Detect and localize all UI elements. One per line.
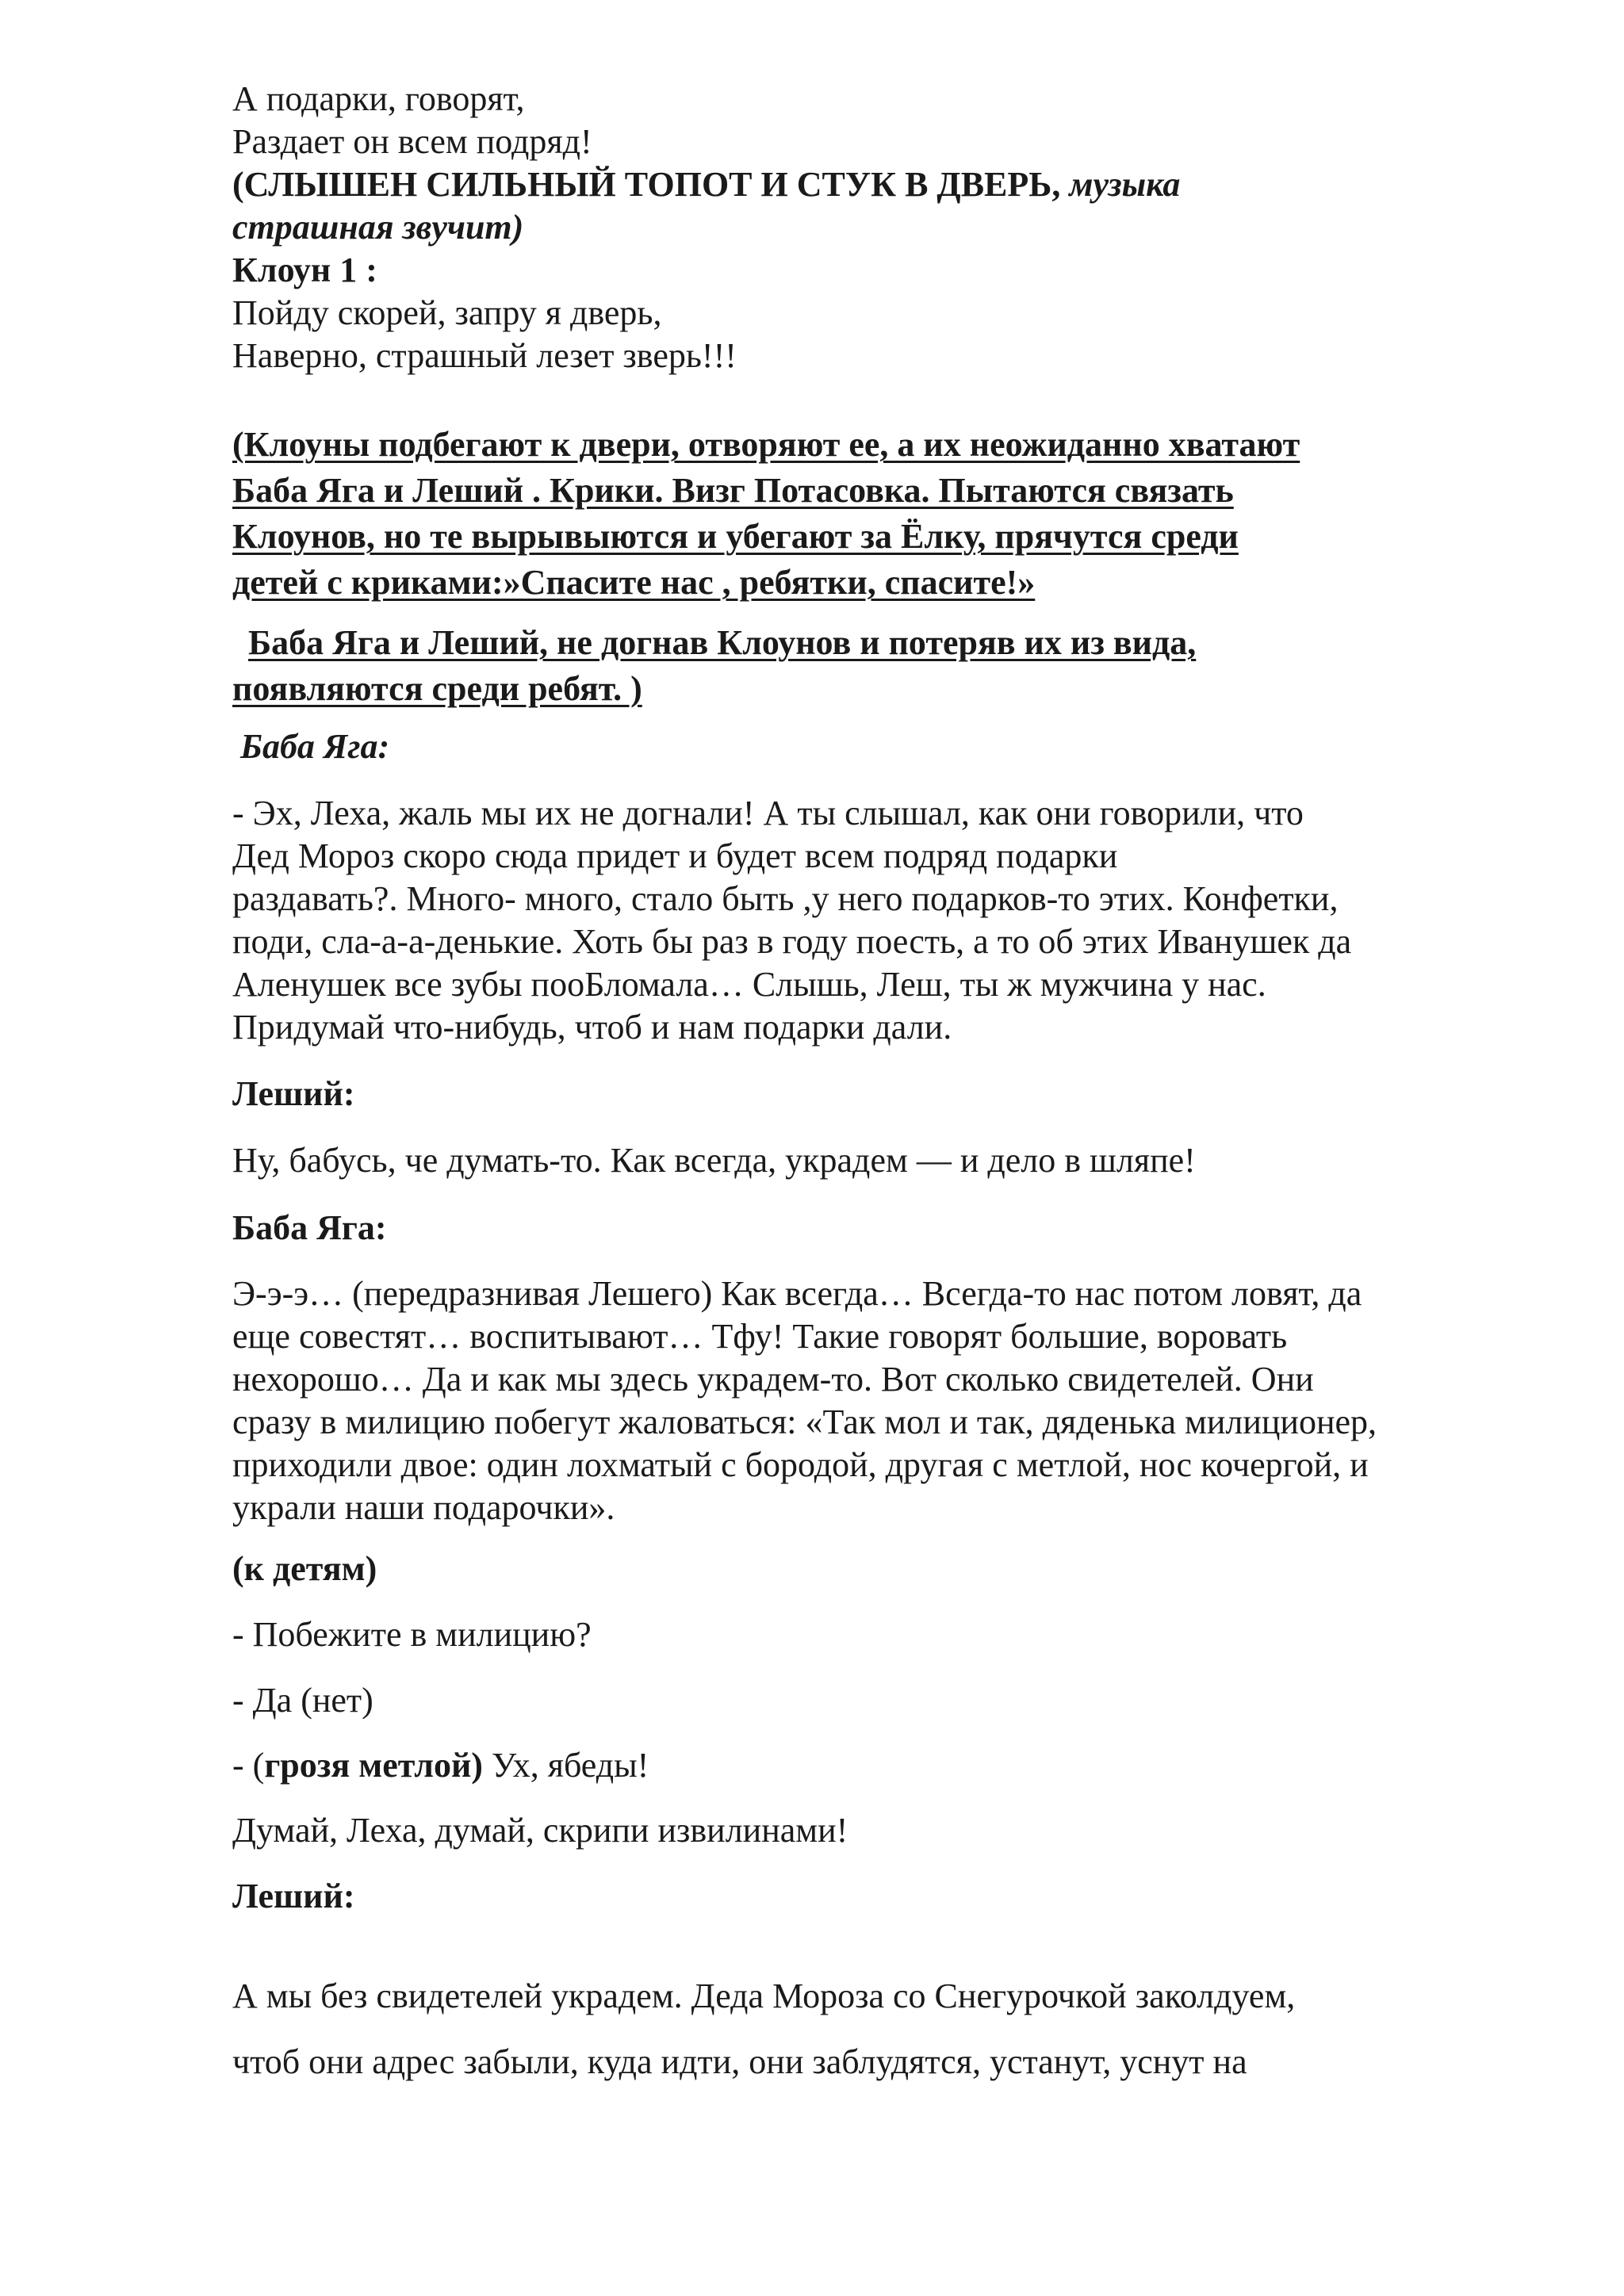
stage-direction-attack-line-3: Клоунов, но те вырывыются и убегают за Ёлку, прячутся среди xyxy=(232,517,1239,556)
baba-yaga-speech-2-line-5: приходили двое: один лохматый с бородой, другая с метлой, нос кочергой, и xyxy=(232,1445,1369,1484)
stage-direction-appear-line-2: появляются среди ребят. ) xyxy=(232,669,642,708)
stage-direction-to-children: (к детям) xyxy=(232,1549,377,1588)
clown1-line-1: Пойду скорей, запру я дверь, xyxy=(232,293,662,332)
threat-rest: Ух, ябеды! xyxy=(482,1746,649,1785)
question-line: - Побежите в милицию? xyxy=(232,1615,592,1654)
threat-line xyxy=(232,1744,1501,1787)
clown1-block xyxy=(232,249,1501,377)
stage-direction-attack xyxy=(232,422,1501,606)
speaker-baba-yaga-2: Баба Яга: xyxy=(232,1208,387,1247)
intro-line-1: А подарки, говорят, xyxy=(232,79,525,118)
baba-yaga-speech-1-line-4: поди, сла-а-а-денькие. Хоть бы раз в году поесть, а то об этих Иванушек да xyxy=(232,922,1352,961)
baba-yaga-speech-2-line-4: сразу в милицию побегут жаловаться: «Так мол и так, дяденька милиционер, xyxy=(232,1402,1377,1441)
stage-direction-appear xyxy=(232,620,1501,712)
stage-direction-attack-line-4: детей с криками:»Спасите нас , ребятки, спасите!» xyxy=(232,563,1036,602)
baba-yaga-speech-1-line-1: - Эх, Леха, жаль мы их не догнали! А ты слышал, как они говорили, что xyxy=(232,794,1304,832)
baba-yaga-speech-1-line-5: Аленушек все зубы пооБломала… Слышь, Леш, ты ж мужчина у нас. xyxy=(232,965,1266,1004)
speaker-baba-yaga-1: Баба Яга: xyxy=(240,727,390,766)
baba-yaga-speech-2-line-6: украли наши подарочки». xyxy=(232,1488,615,1527)
baba-yaga-speech-2-line-2: еще совестят… воспитывают… Тфу! Такие говорят большие, воровать xyxy=(232,1317,1288,1356)
think-line: Думай, Леха, думай, скрипи извилинами! xyxy=(232,1811,848,1850)
stage-direction-noise xyxy=(232,163,1501,249)
stage-direction-attack-line-2: Баба Яга и Леший . Крики. Визг Потасовка. Пытаются связать xyxy=(232,471,1234,510)
speaker-leshy-1: Леший: xyxy=(232,1074,355,1113)
intro-verse xyxy=(232,78,1501,163)
stage-direction-attack-line-1: (Клоуны подбегают к двери, отворяют ее, а их неожиданно хватают xyxy=(232,425,1300,464)
stage-direction-appear-line-1: Баба Яга и Леший, не догнав Клоунов и потеряв их из вида, xyxy=(248,623,1197,662)
baba-yaga-speech-2 xyxy=(232,1272,1501,1529)
baba-yaga-speech-2-line-1: Э-э-э… (передразнивая Лешего) Как всегда… Всегда-то нас потом ловят, да xyxy=(232,1274,1362,1313)
clown1-line-2: Наверно, страшный лезет зверь!!! xyxy=(232,336,737,375)
leshy-speech-2-line-1: А мы без свидетелей украдем. Деда Мороза со Снегурочкой заколдуем, xyxy=(232,1976,1296,2015)
baba-yaga-speech-1-line-2: Дед Мороз скоро сюда придет и будет всем подряд подарки xyxy=(232,836,1118,875)
baba-yaga-speech-2-line-3: нехорошо… Да и как мы здесь украдем-то. Вот сколько свидетелей. Они xyxy=(232,1360,1314,1399)
threat-prefix: - ( xyxy=(232,1746,265,1785)
baba-yaga-speech-1-line-3: раздавать?. Много- много, стало быть ,у него подарков-то этих. Конфетки, xyxy=(232,879,1339,918)
stage-direction-noise-bold: (СЛЫШЕН СИЛЬНЫЙ ТОПОТ И СТУК В ДВЕРЬ, xyxy=(232,165,1061,204)
leshy-speech-1: Ну, бабусь, че думать-то. Как всегда, украдем — и дело в шляпе! xyxy=(232,1141,1196,1180)
stage-direction-noise-italic-1: музыка xyxy=(1069,165,1181,204)
speaker-leshy-2: Леший: xyxy=(232,1877,355,1915)
leshy-speech-2-line-2: чтоб они адрес забыли, куда идти, они заблудятся, устанут, уснут на xyxy=(232,2042,1247,2081)
answer-line: - Да (нет) xyxy=(232,1681,373,1720)
baba-yaga-speech-1-line-6: Придумай что-нибудь, чтоб и нам подарки дали. xyxy=(232,1008,952,1047)
baba-yaga-speech-1 xyxy=(232,792,1501,1049)
threat-stage-direction: грозя метлой) xyxy=(264,1746,483,1785)
speaker-clown1: Клоун 1 : xyxy=(232,251,377,289)
stage-direction-noise-italic-2: страшная звучит) xyxy=(232,208,524,247)
intro-line-2: Раздает он всем подряд! xyxy=(232,122,592,161)
